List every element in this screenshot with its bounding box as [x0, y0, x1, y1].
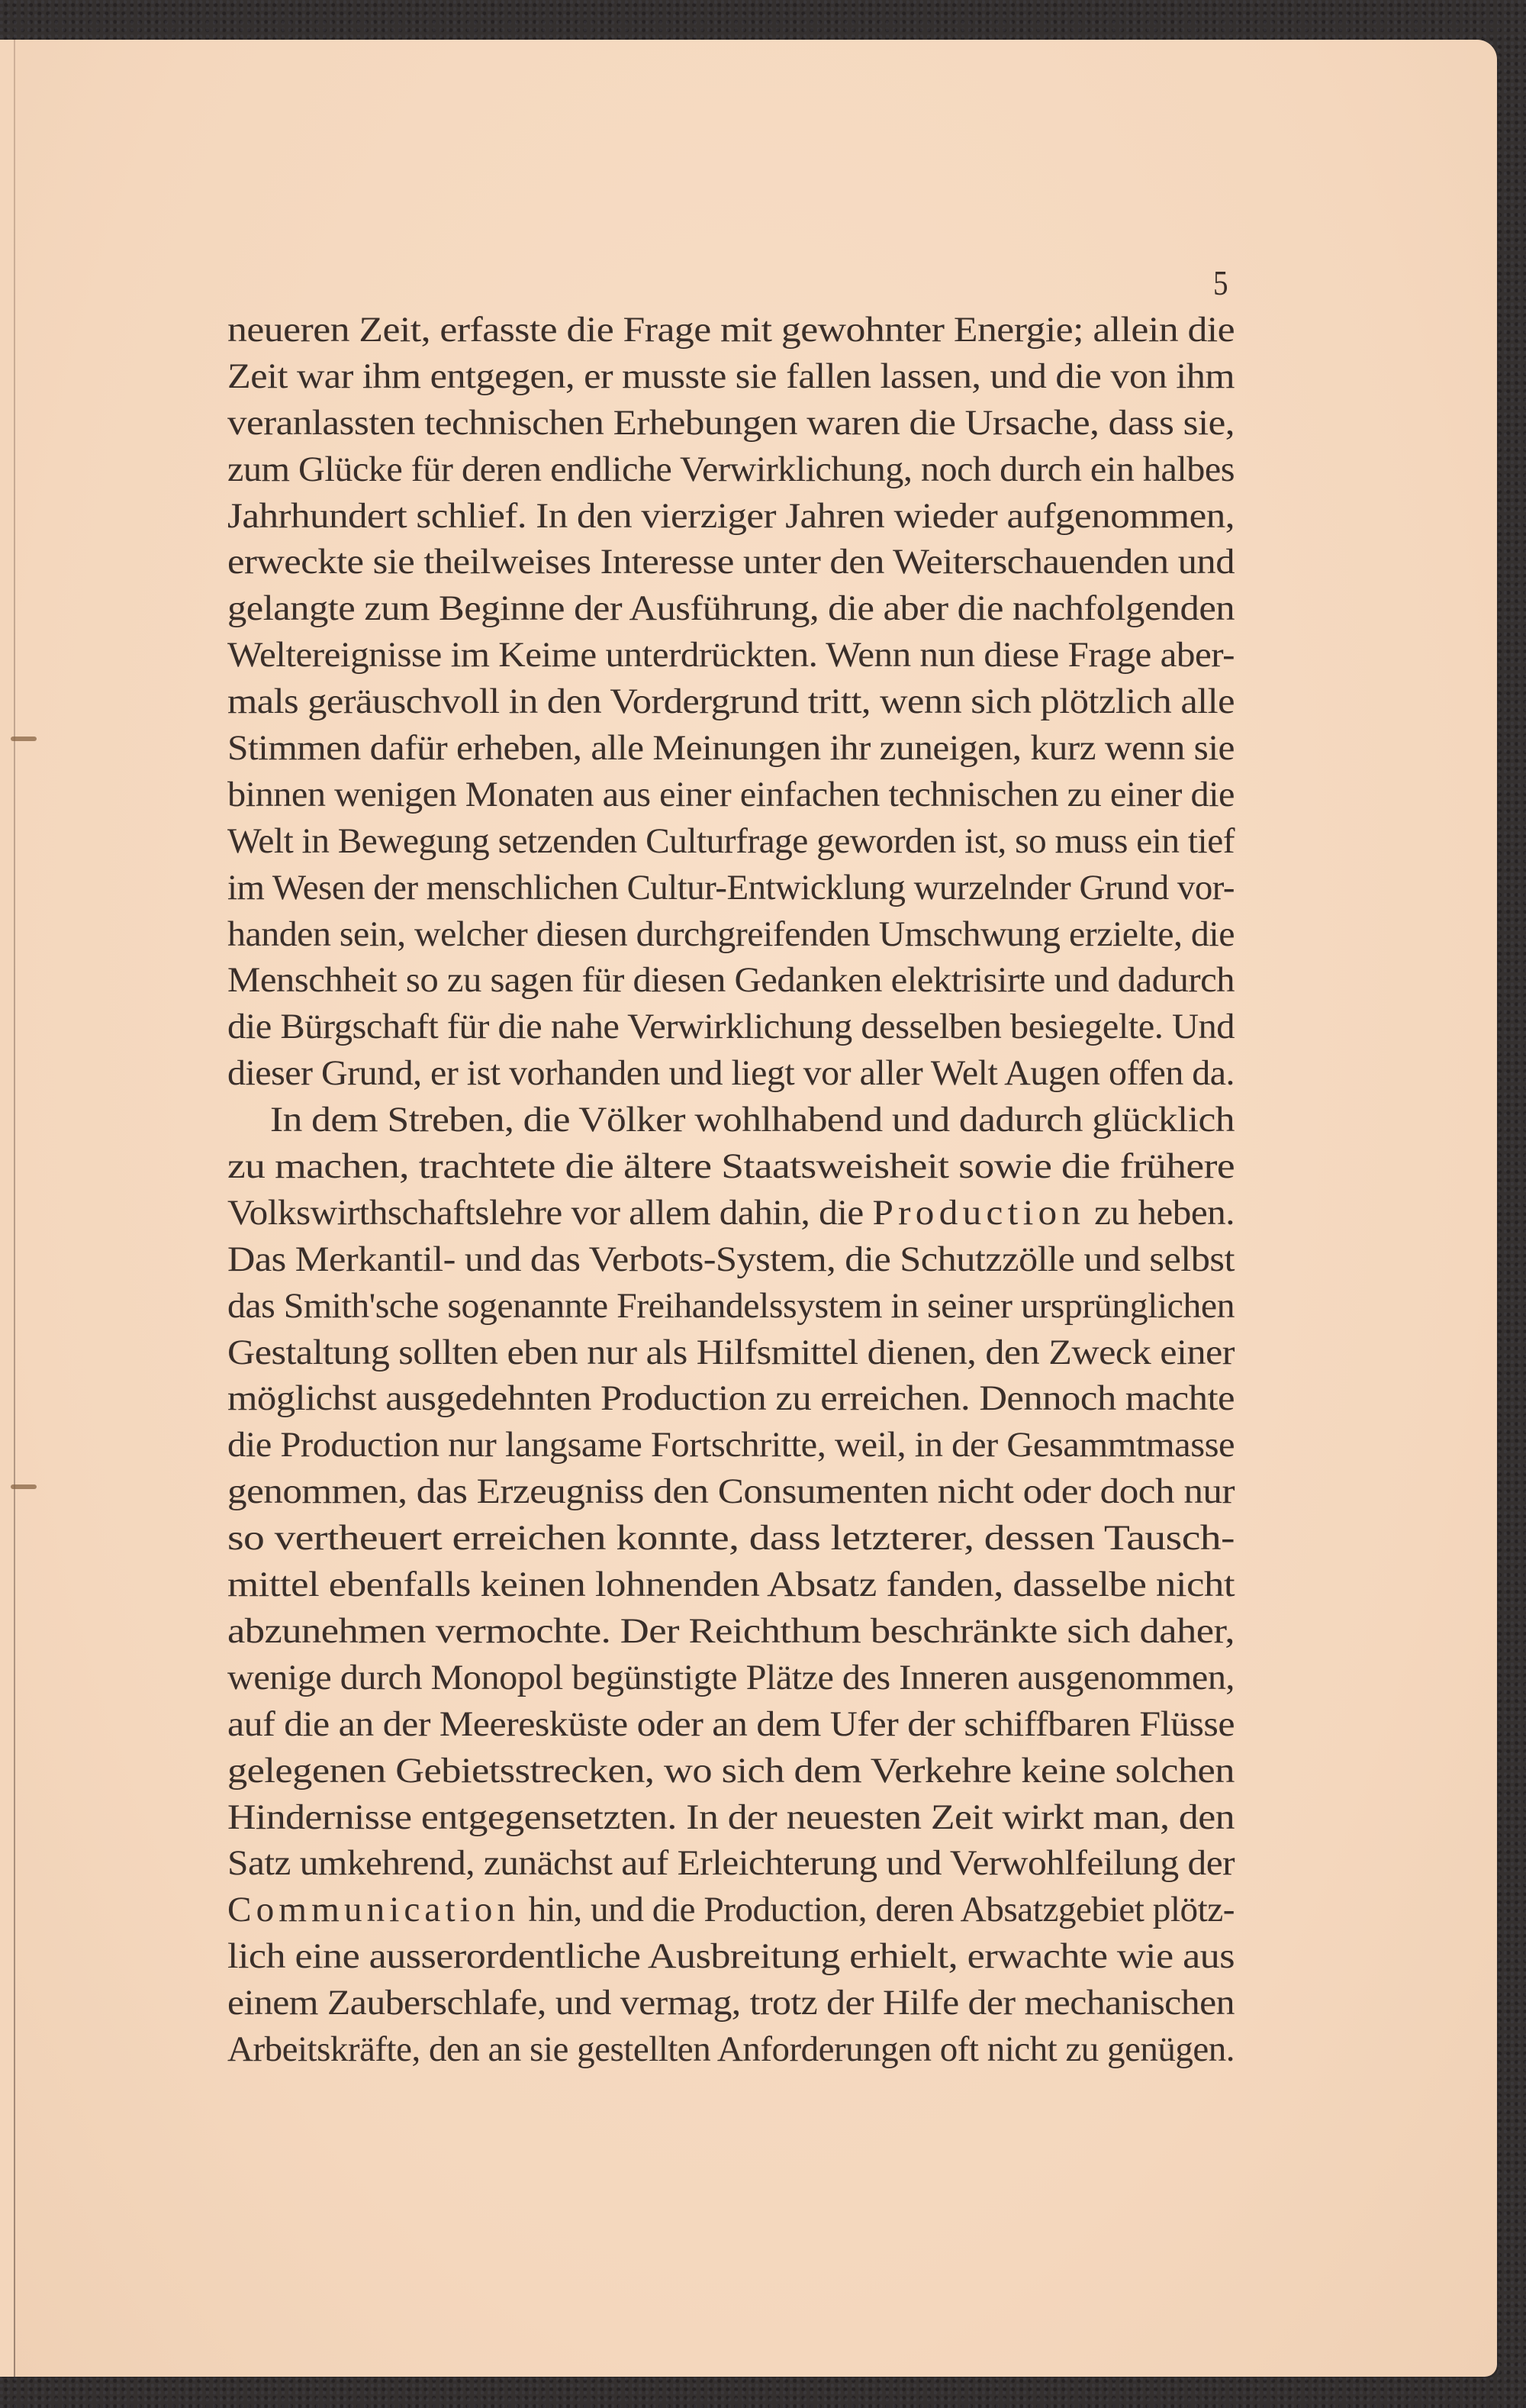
- text-line-content: Arbeitskräfte, den an sie gestellten Anforderungen oft nicht zu genügen.: [227, 2029, 1235, 2069]
- text-line-content: gelegenen Gebietsstrecken, wo sich dem Verkehre keine solchen: [227, 1750, 1235, 1791]
- text-line-content: Satz umkehrend, zunächst auf Erleichterung und Verwohlfeilung der: [227, 1843, 1235, 1884]
- emphasis: Communication: [227, 1890, 520, 1930]
- text-line: [227, 818, 1235, 865]
- text-line: [227, 1933, 1235, 1980]
- text-line-content: Das Merkantil- und das Verbots-System, die Schutzzölle und selbst: [227, 1239, 1235, 1279]
- text-line-content: Menschheit so zu sagen für diesen Gedanken elektrisirte und dadurch: [227, 960, 1235, 1001]
- text-line: [227, 585, 1235, 632]
- text-line: [227, 1980, 1235, 2026]
- text-line: [227, 1887, 1235, 1933]
- text-line: [227, 1701, 1235, 1748]
- emphasis: Production: [872, 1192, 1086, 1233]
- text-line-content: dieser Grund, er ist vorhanden und liegt vor aller Welt Augen offen da.: [227, 1053, 1235, 1094]
- text-line: [227, 353, 1235, 400]
- text-line-content: abzunehmen vermochte. Der Reichthum beschränkte sich daher,: [227, 1610, 1235, 1651]
- text-line: [227, 1375, 1235, 1422]
- text-line-content: genommen, das Erzeugniss den Consumenten nicht oder doch nur: [227, 1472, 1235, 1512]
- text-line-content: Welt in Bewegung setzenden Culturfrage geworden ist, so muss ein tief: [227, 820, 1235, 861]
- binding-gutter: [0, 40, 14, 2377]
- text-line-content: Communication hin, und die Production, deren Absatzgebiet plötz-: [227, 1890, 1235, 1930]
- text-line-content: lich eine ausserordentliche Ausbreitung erhielt, erwachte wie aus: [227, 1936, 1235, 1977]
- text-line-content: die Bürgschaft für die nahe Verwirklichung desselben besiegelte. Und: [227, 1007, 1235, 1047]
- text-line: [227, 1794, 1235, 1841]
- text-line: [227, 1655, 1235, 1701]
- text-line: [227, 1608, 1235, 1655]
- text-line: [227, 772, 1235, 818]
- text-line-content: das Smith'sche sogenannte Freihandelssystem in seiner ursprünglichen: [227, 1285, 1235, 1326]
- text-line-content: möglichst ausgedehnten Production zu erreichen. Dennoch machte: [227, 1378, 1235, 1419]
- text-line: [227, 632, 1235, 679]
- text-line: [227, 1840, 1235, 1887]
- text-line: [227, 911, 1235, 958]
- text-line-content: handen sein, welcher diesen durchgreifenden Umschwung erzielte, die: [227, 914, 1235, 954]
- text-line-content: mals geräuschvoll in den Vordergrund tritt, wenn sich plötzlich alle: [227, 682, 1235, 722]
- body-text: [227, 307, 1235, 2073]
- paragraph: [227, 307, 1235, 1097]
- text-line: [227, 446, 1235, 493]
- text-line-content: Zeit war ihm entgegen, er musste sie fallen lassen, und die von ihm: [227, 356, 1235, 396]
- text-line: [227, 1468, 1235, 1515]
- text-line-content: Jahrhundert schlief. In den vierziger Jahren wieder aufgenommen,: [227, 495, 1235, 536]
- text-line-content: In dem Streben, die Völker wohlhabend und dadurch glücklich: [270, 1100, 1235, 1140]
- text-line-content: binnen wenigen Monaten aus einer einfachen technischen zu einer die: [227, 774, 1235, 814]
- text-line-content: die Production nur langsame Fortschritte, weil, in der Gesammtmasse: [227, 1425, 1235, 1465]
- text-line: [227, 679, 1235, 725]
- text-line: [227, 865, 1235, 911]
- page-number: 5: [1213, 263, 1228, 302]
- text-line: [227, 307, 1235, 353]
- text-line-content: Hindernisse entgegensetzten. In der neuesten Zeit wirkt man, den: [227, 1797, 1235, 1837]
- text-line: [227, 1004, 1235, 1050]
- text-line-content: Weltereignisse im Keime unterdrückten. Wenn nun diese Frage aber-: [227, 635, 1235, 675]
- text-line-content: mittel ebenfalls keinen lohnenden Absatz fanden, dasselbe nicht: [227, 1565, 1235, 1605]
- text-line-content: veranlassten technischen Erhebungen waren die Ursache, dass sie,: [227, 402, 1235, 443]
- text-line-content: gelangte zum Beginne der Ausführung, die aber die nachfolgenden: [227, 588, 1235, 629]
- text-line-content: wenige durch Monopol begünstigte Plätze des Inneren ausgenommen,: [227, 1657, 1235, 1697]
- text-line: [227, 1283, 1235, 1330]
- text-line: [227, 1562, 1235, 1608]
- text-line-content: neueren Zeit, erfasste die Frage mit gewohnter Energie; allein die: [227, 310, 1235, 350]
- text-line: [227, 1515, 1235, 1562]
- binding-fold-line: [14, 40, 15, 2377]
- text-line-content: Volkswirthschaftslehre vor allem dahin, die Production zu heben.: [227, 1192, 1235, 1233]
- text-line-content: Stimmen dafür erheben, alle Meinungen ihr zuneigen, kurz wenn sie: [227, 728, 1235, 769]
- binding-thread-mark: [11, 737, 37, 741]
- binding-thread-mark: [11, 1484, 37, 1489]
- text-line: [227, 1236, 1235, 1283]
- text-line-content: so vertheuert erreichen konnte, dass letzterer, dessen Tausch-: [227, 1518, 1235, 1559]
- text-line-content: zu machen, trachtete die ältere Staatsweisheit sowie die frühere: [227, 1146, 1235, 1187]
- text-line: [227, 1330, 1235, 1376]
- text-line-content: Gestaltung sollten eben nur als Hilfsmittel dienen, den Zweck einer: [227, 1332, 1235, 1372]
- text-line: [227, 725, 1235, 772]
- text-line: [227, 957, 1235, 1004]
- text-line-content: einem Zauberschlafe, und vermag, trotz der Hilfe der mechanischen: [227, 1983, 1235, 2023]
- text-line-content: zum Glücke für deren endliche Verwirklichung, noch durch ein halbes: [227, 449, 1235, 489]
- text-line: [227, 1190, 1235, 1236]
- text-line: [227, 1097, 1235, 1143]
- text-line: [227, 1050, 1235, 1097]
- paragraph: [227, 1097, 1235, 2073]
- text-line: [227, 493, 1235, 540]
- text-line-content: erweckte sie theilweises Interesse unter den Weiterschauenden und: [227, 542, 1235, 582]
- text-line-content: auf die an der Meeresküste oder an dem Ufer der schiffbaren Flüsse: [227, 1704, 1235, 1744]
- text-line: [227, 539, 1235, 585]
- text-line: [227, 400, 1235, 446]
- text-line: [227, 2026, 1235, 2073]
- text-line: [227, 1422, 1235, 1468]
- text-line: [227, 1748, 1235, 1794]
- text-line-content: im Wesen der menschlichen Cultur-Entwicklung wurzelnder Grund vor-: [227, 867, 1235, 907]
- text-line: [227, 1143, 1235, 1190]
